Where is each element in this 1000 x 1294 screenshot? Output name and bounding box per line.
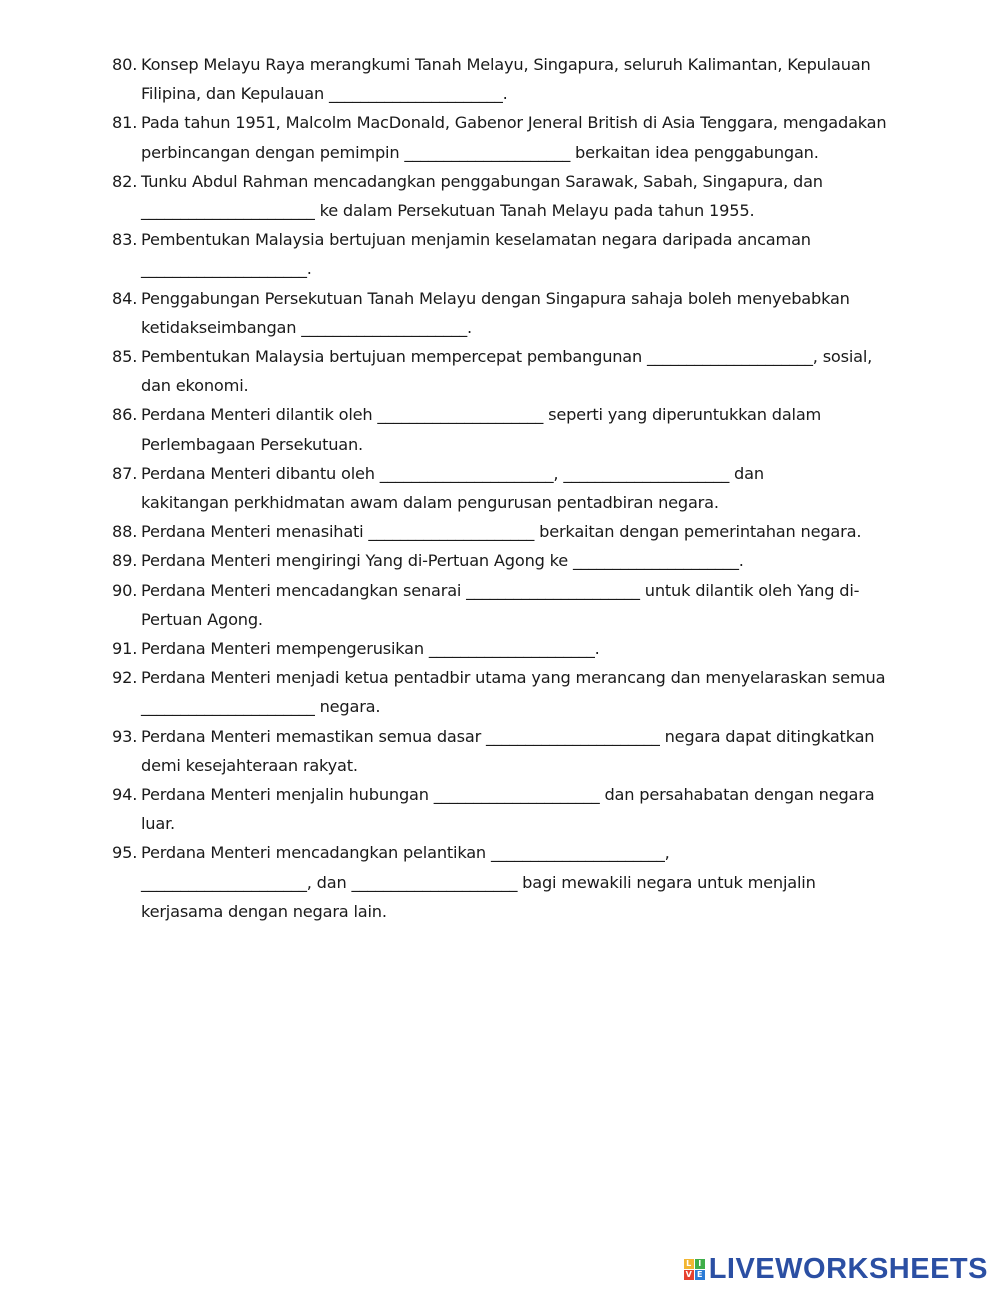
- worksheet: [112, 50, 912, 926]
- question-number: [112, 313, 141, 342]
- question-continuation: [112, 488, 912, 517]
- question-number: [112, 79, 141, 108]
- question-number: [112, 897, 141, 926]
- question-text: kakitangan perkhidmatan awam dalam pengurusan pentadbiran negara.: [141, 493, 719, 513]
- question-item: [112, 284, 912, 313]
- question-number: [112, 138, 141, 167]
- question-continuation: [112, 430, 912, 459]
- question-number: 82.: [112, 171, 138, 191]
- question-item: [112, 400, 912, 429]
- question-number: [112, 430, 141, 459]
- question-number: [112, 371, 141, 400]
- question-text: Filipina, dan Kepulauan ______________________.: [141, 84, 508, 104]
- question-number: 81.: [112, 113, 138, 133]
- question-number: 89.: [112, 551, 138, 571]
- question-text: Penggabungan Persekutuan Tanah Melayu dengan Singapura sahaja boleh menyebabkan: [141, 288, 850, 308]
- question-item: [112, 517, 912, 546]
- question-text: Perdana Menteri mencadangkan senarai ______________________ untuk dilantik oleh Yang di-: [141, 580, 860, 600]
- logo-tile-i: I: [695, 1259, 705, 1269]
- question-number: 92.: [112, 668, 138, 688]
- question-text: Pembentukan Malaysia bertujuan menjamin keselamatan negara daripada ancaman: [141, 230, 811, 250]
- question-number: 91.: [112, 639, 138, 659]
- question-continuation: [112, 897, 912, 926]
- logo-tile-e: E: [695, 1270, 705, 1280]
- question-number: 86.: [112, 405, 138, 425]
- question-number: 88.: [112, 522, 138, 542]
- question-item: [112, 50, 912, 79]
- question-item: [112, 546, 912, 575]
- question-number: 93.: [112, 726, 138, 746]
- question-number: 80.: [112, 55, 138, 74]
- question-number: 95.: [112, 843, 138, 863]
- question-text: demi kesejahteraan rakyat.: [141, 755, 358, 775]
- question-continuation: [112, 254, 912, 283]
- question-text: luar.: [141, 814, 175, 834]
- question-text: kerjasama dengan negara lain.: [141, 901, 387, 921]
- question-item: [112, 722, 912, 751]
- question-text: Pembentukan Malaysia bertujuan mempercepat pembangunan _____________________, sosial,: [141, 347, 873, 367]
- question-continuation: [112, 79, 912, 108]
- question-text: _____________________, dan _____________________ bagi mewakili negara untuk menjalin: [141, 872, 816, 892]
- logo-tile-l: L: [684, 1259, 694, 1269]
- liveworksheets-logo-icon: [684, 1259, 705, 1280]
- question-text: Tunku Abdul Rahman mencadangkan penggabungan Sarawak, Sabah, Singapura, dan: [141, 171, 823, 191]
- question-text: dan ekonomi.: [141, 376, 249, 396]
- question-item: [112, 576, 912, 605]
- question-number: 83.: [112, 230, 138, 250]
- question-number: [112, 751, 141, 780]
- question-text: Perdana Menteri dibantu oleh ______________________, _____________________ dan: [141, 463, 764, 483]
- question-continuation: [112, 868, 912, 897]
- logo-tile-v: V: [685, 1270, 692, 1279]
- question-text: _____________________.: [141, 259, 312, 279]
- question-number: [112, 254, 141, 283]
- question-item: [112, 634, 912, 663]
- question-text: Perdana Menteri dilantik oleh _____________________ seperti yang diperuntukkan dalam: [141, 405, 822, 425]
- question-item: [112, 225, 912, 254]
- question-text: ______________________ negara.: [141, 697, 381, 717]
- question-text: ______________________ ke dalam Persekutuan Tanah Melayu pada tahun 1955.: [141, 201, 755, 221]
- question-item: [112, 838, 912, 867]
- question-number: 84.: [112, 288, 138, 308]
- brand-name: LIVEWORKSHEETS: [708, 1253, 988, 1285]
- liveworksheets-logo[interactable]: [684, 1255, 988, 1284]
- question-continuation: [112, 371, 912, 400]
- question-number: 94.: [112, 785, 138, 805]
- question-continuation: [112, 138, 912, 167]
- question-text: Perdana Menteri mempengerusikan _____________________.: [141, 639, 600, 659]
- question-continuation: [112, 692, 912, 721]
- question-number: [112, 488, 141, 517]
- question-text: Konsep Melayu Raya merangkumi Tanah Melayu, Singapura, seluruh Kalimantan, Kepulauan: [141, 55, 871, 74]
- question-text: Pada tahun 1951, Malcolm MacDonald, Gabenor Jeneral British di Asia Tenggara, mengadakan: [141, 113, 887, 133]
- question-item: [112, 780, 912, 809]
- question-number: 85.: [112, 347, 138, 367]
- question-continuation: [112, 809, 912, 838]
- question-number: 87.: [112, 463, 138, 483]
- question-item: [112, 108, 912, 137]
- question-item: [112, 167, 912, 196]
- question-continuation: [112, 605, 912, 634]
- question-text: Perdana Menteri mengiringi Yang di-Pertuan Agong ke _____________________.: [141, 551, 744, 571]
- question-item: [112, 459, 912, 488]
- question-item: [112, 342, 912, 371]
- question-number: [112, 692, 141, 721]
- question-text: Perdana Menteri memastikan semua dasar ______________________ negara dapat ditingkatkan: [141, 726, 875, 746]
- question-text: Perdana Menteri menjalin hubungan _____________________ dan persahabatan dengan negara: [141, 785, 875, 805]
- question-continuation: [112, 313, 912, 342]
- question-number: [112, 605, 141, 634]
- question-number: [112, 868, 141, 897]
- question-continuation: [112, 751, 912, 780]
- question-item: [112, 663, 912, 692]
- question-number: [112, 809, 141, 838]
- question-text: Pertuan Agong.: [141, 609, 263, 629]
- question-text: Perdana Menteri menasihati _____________________ berkaitan dengan pemerintahan negara.: [141, 522, 862, 542]
- question-continuation: [112, 196, 912, 225]
- question-text: Perdana Menteri mencadangkan pelantikan ______________________,: [141, 843, 670, 863]
- question-number: [112, 196, 141, 225]
- question-text: ketidakseimbangan _____________________.: [141, 317, 472, 337]
- question-text: perbincangan dengan pemimpin _____________________ berkaitan idea penggabungan.: [141, 142, 819, 162]
- question-text: Perlembagaan Persekutuan.: [141, 434, 363, 454]
- question-number: 90.: [112, 580, 138, 600]
- question-text: Perdana Menteri menjadi ketua pentadbir utama yang merancang dan menyelaraskan semua: [141, 668, 886, 688]
